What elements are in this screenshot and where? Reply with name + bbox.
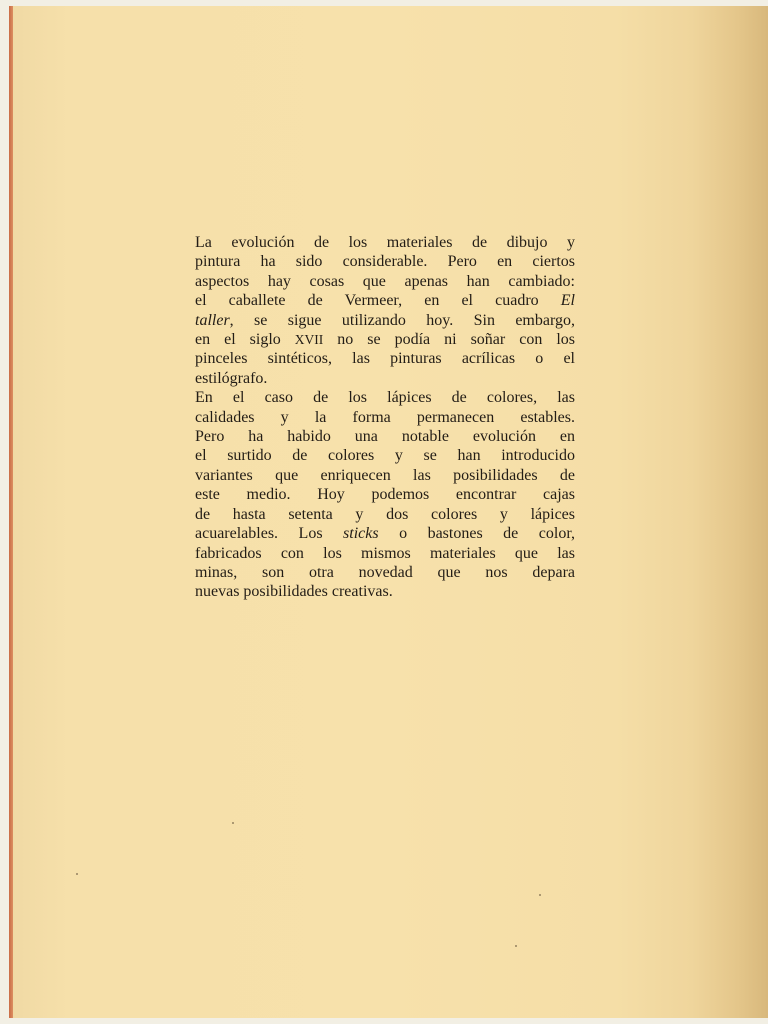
text-line [195,427,575,446]
paper-speck [76,873,78,875]
text-line [195,563,575,582]
text-run: El [560,292,575,310]
text-run: este medio. Hoy podemos encontrar cajas [195,486,575,504]
text-line [195,446,575,465]
text-run: , se sigue utilizando hoy. Sin embargo, [229,311,575,329]
text-run: estilógrafo. [195,369,268,387]
text-run: pintura ha sido considerable. Pero en ciertos [195,253,575,271]
paragraph [195,233,575,388]
paper-speck [515,945,517,947]
text-run: pinceles sintéticos, las pinturas acrílicas o el [195,350,575,368]
text-line [195,505,575,524]
text-line [195,233,575,252]
paper-speck [539,894,541,896]
text-run: variantes que enriquecen las posibilidades de [195,466,575,484]
text-line [195,252,575,271]
text-line [195,544,575,563]
text-run: En el caso de los lápices de colores, las [195,389,575,407]
text-line [195,349,575,368]
body-text [195,233,575,602]
text-run: Pero ha habido una notable evolución en [195,428,575,446]
text-run: aspectos hay cosas que apenas han cambiado: [195,272,575,290]
text-line [195,524,575,543]
text-line [195,408,575,427]
text-run: minas, son otra novedad que nos depara [195,563,575,581]
paragraph [195,388,575,601]
text-run: XVII [294,332,324,348]
text-line [195,291,575,310]
text-line [195,311,575,330]
text-run: de hasta setenta y dos colores y lápices [195,505,575,523]
text-run: en el siglo [195,331,295,349]
text-run: no se podía ni soñar con los [323,331,576,349]
text-run: fabricados con los mismos materiales que las [195,544,575,562]
text-run: La evolución de los materiales de dibujo y [195,234,575,251]
text-line [195,272,575,291]
text-line [195,388,575,407]
text-run: o bastones de color, [378,525,575,543]
cover-edge [9,6,13,1018]
text-line [195,330,575,349]
text-run: sticks [343,525,379,543]
paper-speck [232,822,234,824]
text-run: el caballete de Vermeer, en el cuadro [195,292,561,310]
text-run: calidades y la forma permanecen estables. [195,408,575,426]
text-run: el surtido de colores y se han introducido [195,447,575,465]
text-line [195,369,575,388]
text-line [195,582,575,601]
text-line [195,485,575,504]
text-run: taller [195,311,230,329]
text-run: acuarelables. Los [195,525,344,543]
text-run: nuevas posibilidades creativas. [195,583,393,601]
text-line [195,466,575,485]
